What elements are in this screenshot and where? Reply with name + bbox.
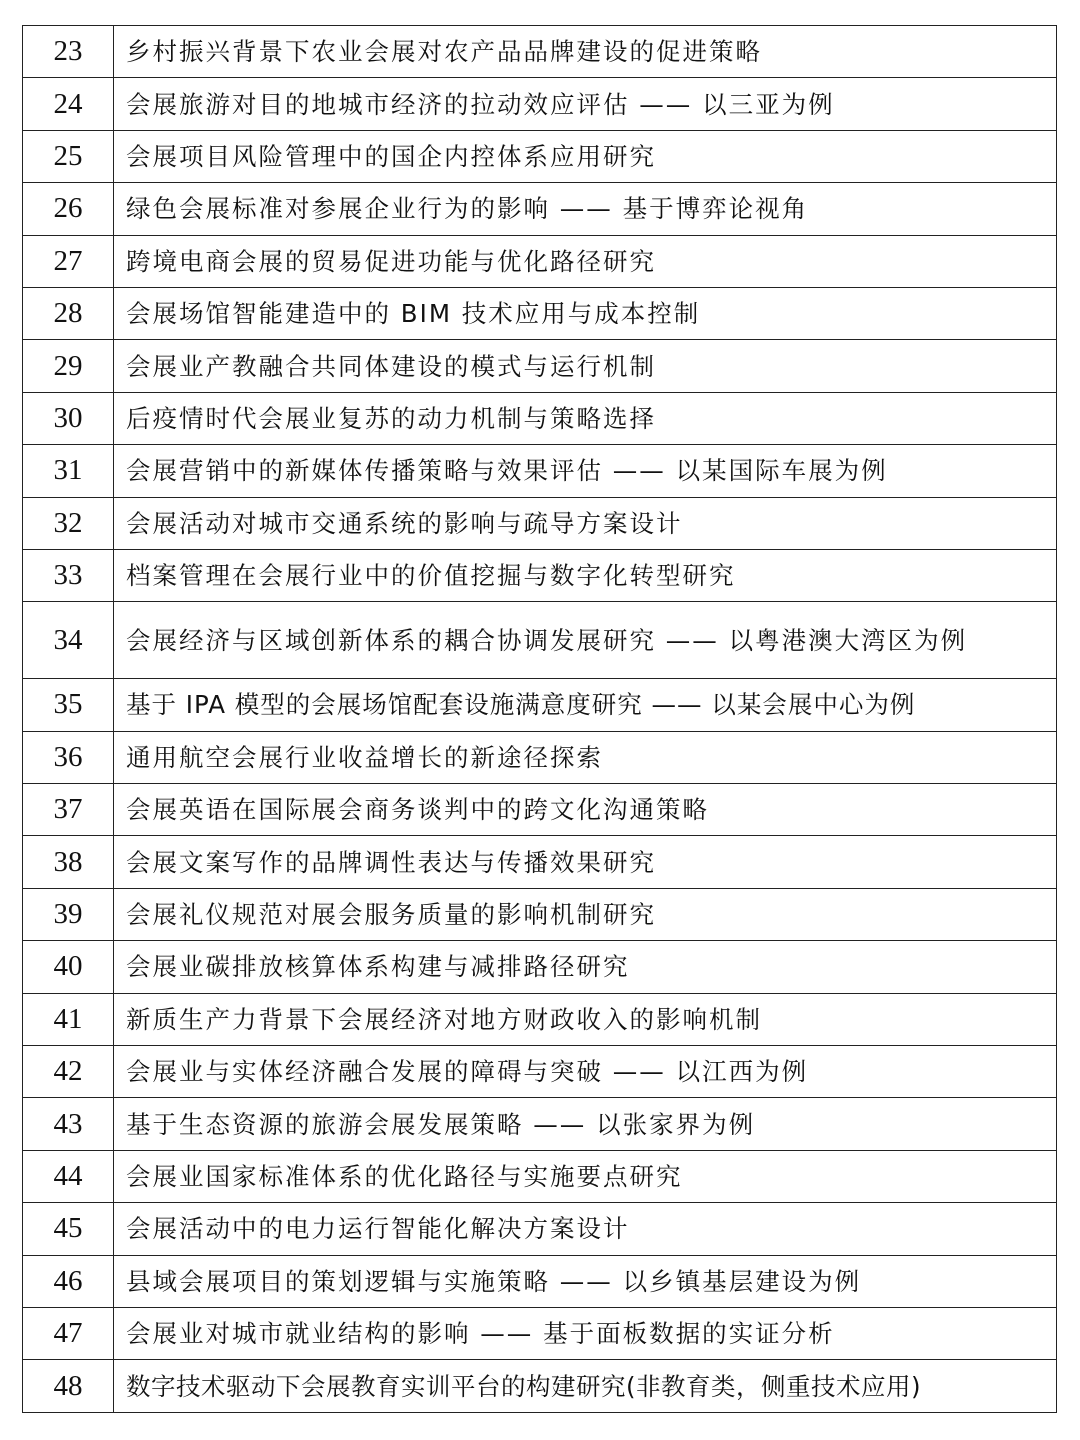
table-row [23, 340, 1057, 392]
topic-title: 会展营销中的新媒体传播策略与效果评估 —— 以某国际车展为例 [114, 445, 1057, 497]
topic-title: 跨境电商会展的贸易促进功能与优化路径研究 [114, 235, 1057, 287]
topic-number: 23 [23, 26, 114, 78]
topic-number: 25 [23, 130, 114, 182]
topic-number: 36 [23, 731, 114, 783]
topic-number: 48 [23, 1360, 114, 1412]
table-row [23, 78, 1057, 130]
topic-number: 32 [23, 497, 114, 549]
topic-title: 会展业与实体经济融合发展的障碍与突破 —— 以江西为例 [114, 1046, 1057, 1098]
topic-title: 会展业碳排放核算体系构建与减排路径研究 [114, 941, 1057, 993]
table-row [23, 130, 1057, 182]
topic-number: 30 [23, 392, 114, 444]
topic-number: 37 [23, 784, 114, 836]
topic-title: 会展英语在国际展会商务谈判中的跨文化沟通策略 [114, 784, 1057, 836]
topic-title: 绿色会展标准对参展企业行为的影响 —— 基于博弈论视角 [114, 183, 1057, 235]
topic-title: 会展业对城市就业结构的影响 —— 基于面板数据的实证分析 [114, 1307, 1057, 1359]
table-row [23, 445, 1057, 497]
table-row [23, 287, 1057, 339]
topic-number: 31 [23, 445, 114, 497]
topic-title: 会展活动中的电力运行智能化解决方案设计 [114, 1203, 1057, 1255]
table-row [23, 993, 1057, 1045]
table-row [23, 549, 1057, 601]
topic-number: 34 [23, 602, 114, 679]
table-row [23, 602, 1057, 679]
topic-title: 会展文案写作的品牌调性表达与传播效果研究 [114, 836, 1057, 888]
table-row [23, 731, 1057, 783]
table-row [23, 784, 1057, 836]
table-row [23, 1098, 1057, 1150]
topic-title: 会展旅游对目的地城市经济的拉动效应评估 —— 以三亚为例 [114, 78, 1057, 130]
topic-number: 43 [23, 1098, 114, 1150]
topic-title: 会展场馆智能建造中的 BIM 技术应用与成本控制 [114, 287, 1057, 339]
topic-number: 35 [23, 679, 114, 731]
topic-title: 档案管理在会展行业中的价值挖掘与数字化转型研究 [114, 549, 1057, 601]
topic-number: 29 [23, 340, 114, 392]
topic-number: 44 [23, 1150, 114, 1202]
topic-number: 27 [23, 235, 114, 287]
table-row [23, 679, 1057, 731]
table-row [23, 1307, 1057, 1359]
topic-title: 会展经济与区域创新体系的耦合协调发展研究 —— 以粤港澳大湾区为例 [114, 602, 1057, 679]
topic-title: 新质生产力背景下会展经济对地方财政收入的影响机制 [114, 993, 1057, 1045]
topic-title: 会展业产教融合共同体建设的模式与运行机制 [114, 340, 1057, 392]
table-row [23, 1203, 1057, 1255]
topic-title: 会展礼仪规范对展会服务质量的影响机制研究 [114, 888, 1057, 940]
topic-number: 41 [23, 993, 114, 1045]
topic-title: 会展项目风险管理中的国企内控体系应用研究 [114, 130, 1057, 182]
topic-number: 42 [23, 1046, 114, 1098]
topic-number: 45 [23, 1203, 114, 1255]
topic-number: 46 [23, 1255, 114, 1307]
table-row [23, 941, 1057, 993]
topic-number: 39 [23, 888, 114, 940]
table-row [23, 1150, 1057, 1202]
table-row [23, 392, 1057, 444]
topic-table-body [23, 26, 1057, 1413]
topic-table [22, 25, 1057, 1413]
topic-number: 33 [23, 549, 114, 601]
topic-title: 基于生态资源的旅游会展发展策略 —— 以张家界为例 [114, 1098, 1057, 1150]
table-row [23, 497, 1057, 549]
topic-number: 28 [23, 287, 114, 339]
topic-number: 47 [23, 1307, 114, 1359]
table-row [23, 888, 1057, 940]
topic-title: 后疫情时代会展业复苏的动力机制与策略选择 [114, 392, 1057, 444]
table-row [23, 183, 1057, 235]
topic-title: 会展活动对城市交通系统的影响与疏导方案设计 [114, 497, 1057, 549]
table-row [23, 26, 1057, 78]
topic-number: 24 [23, 78, 114, 130]
table-row [23, 1360, 1057, 1412]
table-row [23, 235, 1057, 287]
topic-title: 县域会展项目的策划逻辑与实施策略 —— 以乡镇基层建设为例 [114, 1255, 1057, 1307]
topic-title: 会展业国家标准体系的优化路径与实施要点研究 [114, 1150, 1057, 1202]
topic-title: 乡村振兴背景下农业会展对农产品品牌建设的促进策略 [114, 26, 1057, 78]
topic-number: 38 [23, 836, 114, 888]
table-row [23, 1255, 1057, 1307]
topic-title: 基于 IPA 模型的会展场馆配套设施满意度研究 —— 以某会展中心为例 [114, 679, 1057, 731]
table-row [23, 836, 1057, 888]
topic-title: 通用航空会展行业收益增长的新途径探索 [114, 731, 1057, 783]
table-row [23, 1046, 1057, 1098]
topic-number: 40 [23, 941, 114, 993]
topic-number: 26 [23, 183, 114, 235]
topic-title: 数字技术驱动下会展教育实训平台的构建研究(非教育类，侧重技术应用) [114, 1360, 1057, 1412]
